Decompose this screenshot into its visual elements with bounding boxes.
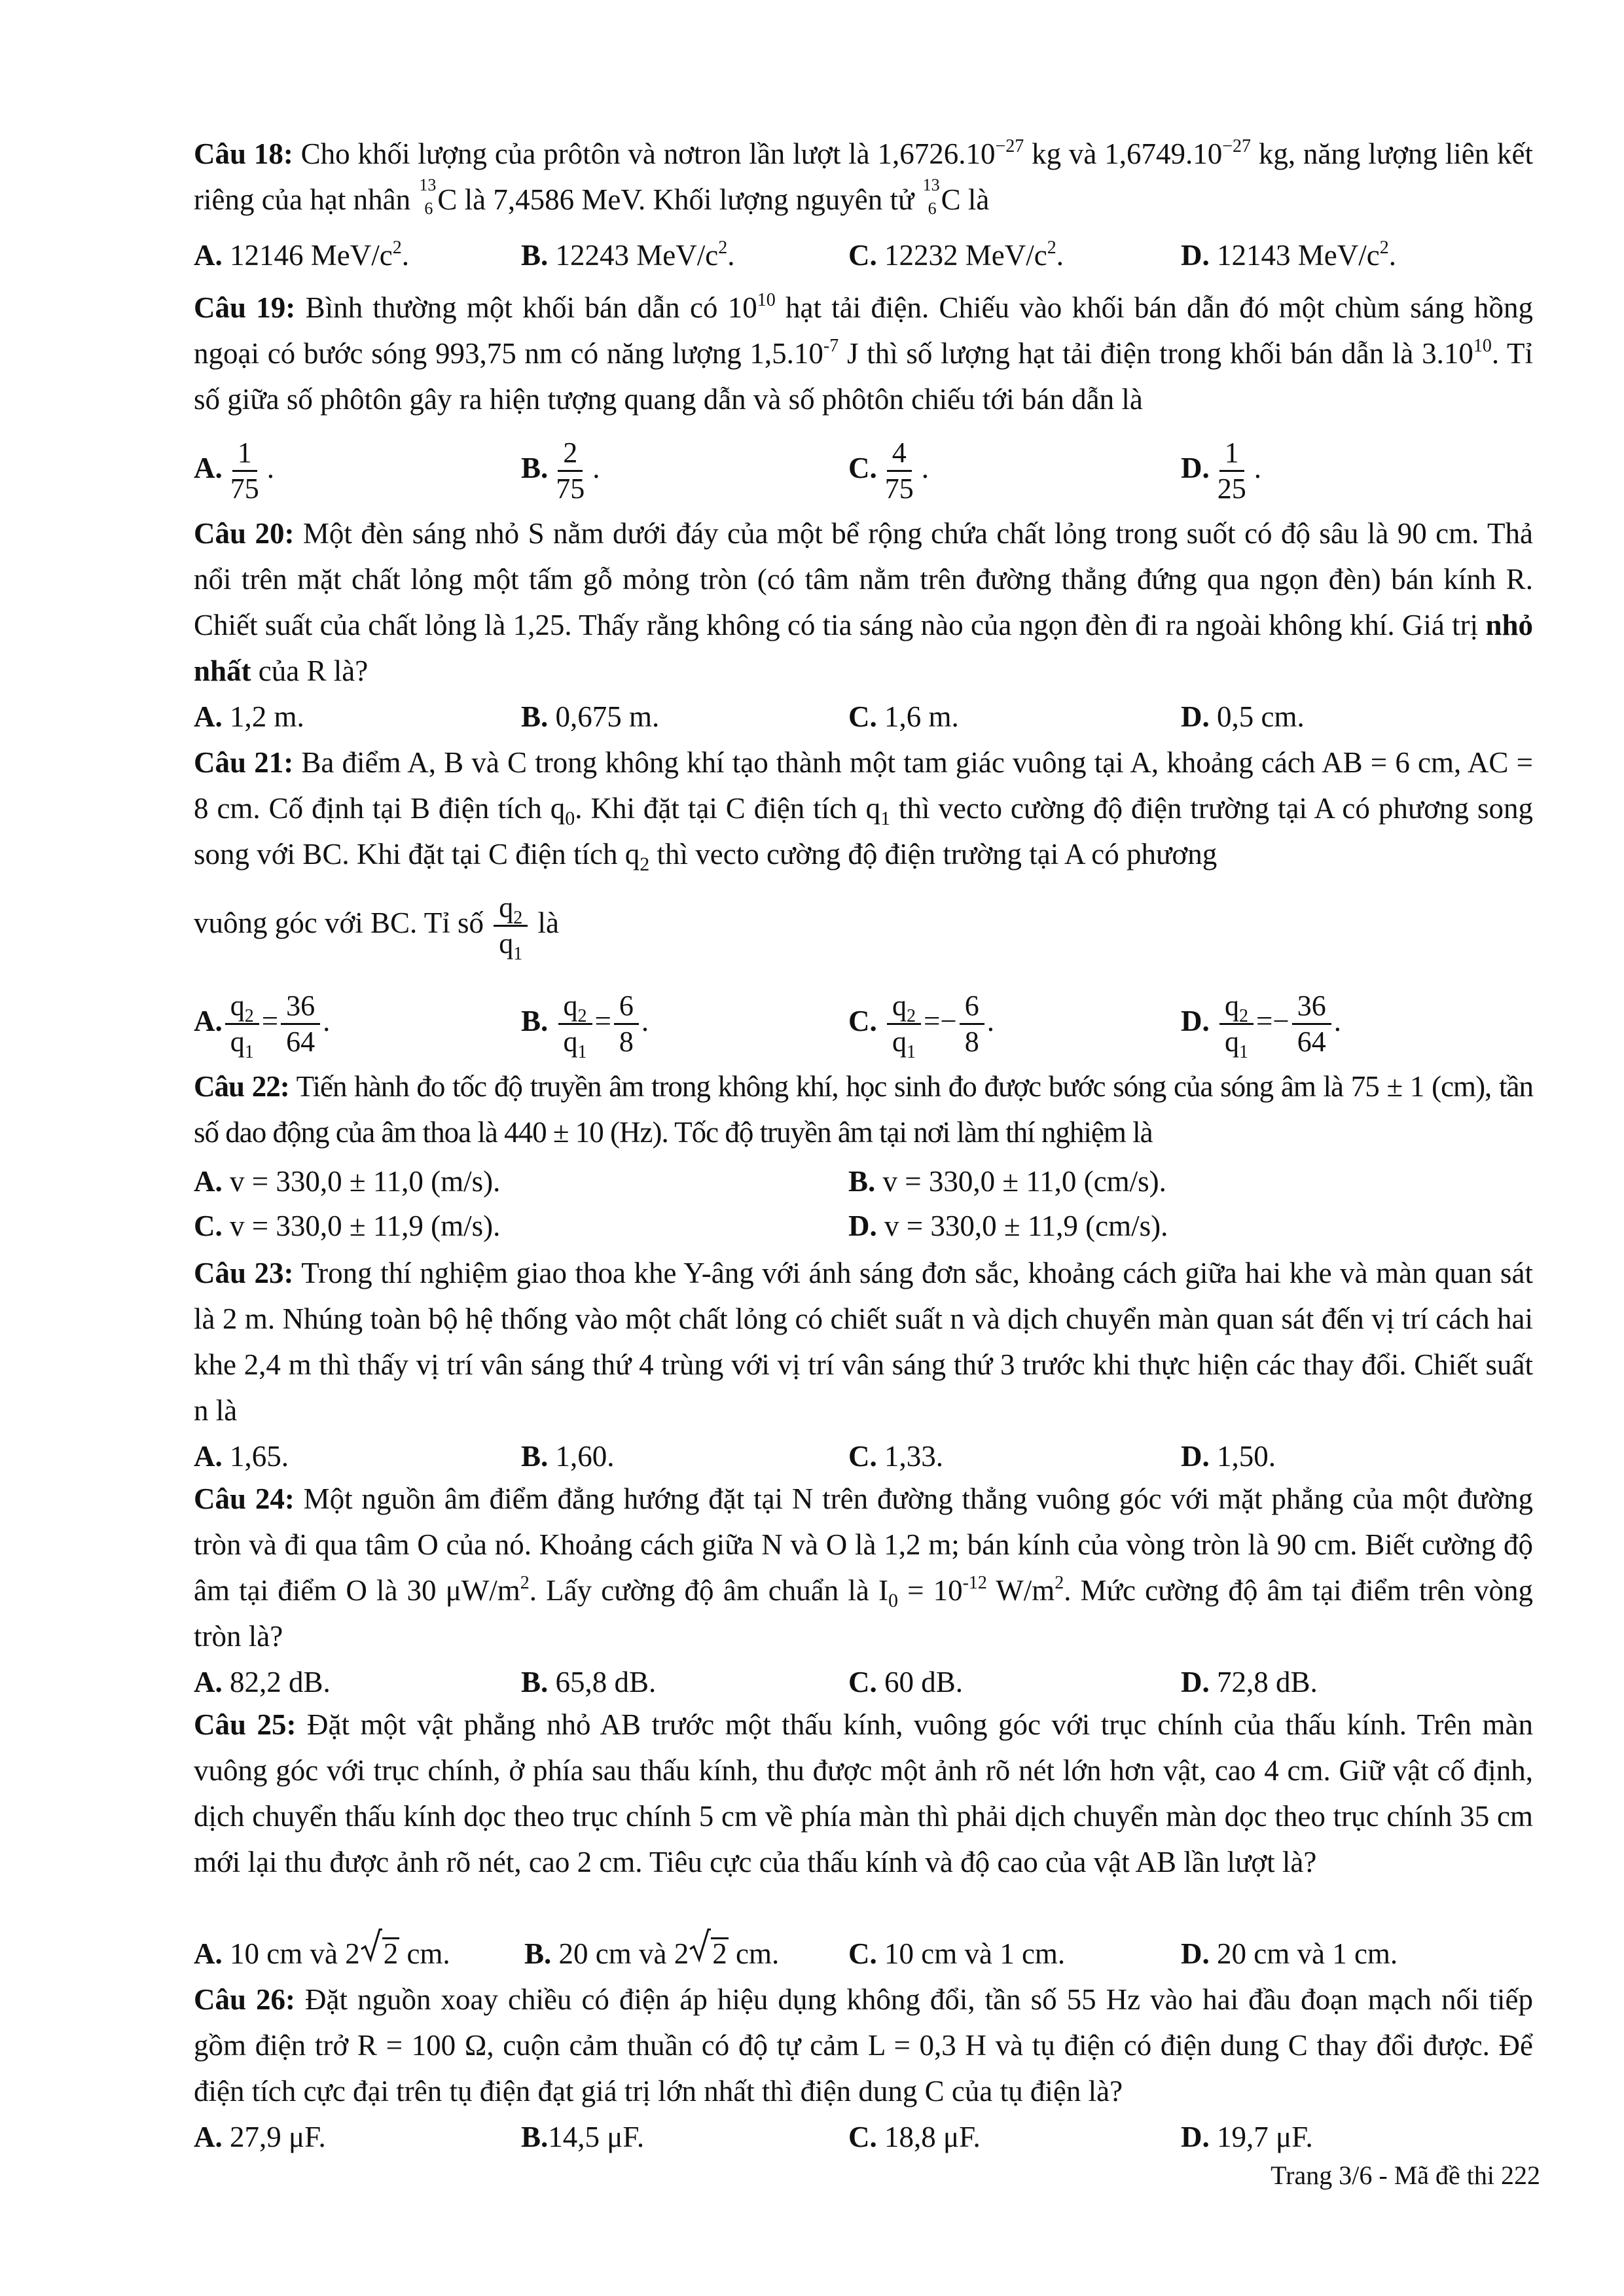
option-c: C. $\frac{q_2}{q_1}$ =− $\frac{6}{8}$ . bbox=[848, 990, 995, 1062]
option-b: B. v = 330,0 ± 11,0 (cm/s). bbox=[848, 1165, 1166, 1198]
options-24 bbox=[194, 1659, 1533, 1705]
question-18: Câu 18: Cho khối lượng của prôtôn và nơtron lần lượt là $1,6726.10^{-27}$ kg và $1,6749.10^{-27}$ kg, năng lượng liên kết riêng của hạt nhân 13 6 C là 7,4586 MeV. Khối lượng nguyên tử 13 6 C là bbox=[194, 136, 1533, 218]
option-b: B. 20 cm và 2 2 cm. bbox=[524, 1931, 779, 1977]
option-b: B. $\frac{2}{75}$ . bbox=[521, 437, 600, 505]
option-d: D. 72,8 dB. bbox=[1181, 1666, 1318, 1698]
question-label: Câu 18: bbox=[194, 137, 293, 170]
option-c: C. v = 330,0 ± 11,9 (m/s). bbox=[194, 1210, 501, 1242]
options-21 bbox=[194, 982, 1533, 1060]
option-c: C. 60 dB. bbox=[848, 1666, 964, 1698]
options-25 bbox=[194, 1931, 1533, 1977]
option-d: D. 12143 MeV/$c^2$. bbox=[1181, 238, 1396, 272]
option-d: D. $\frac{1}{25}$ . bbox=[1181, 437, 1261, 505]
option-d: D. 1,50. bbox=[1181, 1440, 1276, 1473]
option-d: D. $\frac{q_2}{q_1}$ =− $\frac{36}{64}$ . bbox=[1181, 990, 1342, 1062]
option-a: A. 10 cm và 2 2 cm. bbox=[194, 1931, 450, 1977]
options-22-row1 bbox=[194, 1158, 1533, 1204]
options-19 bbox=[194, 432, 1533, 504]
question-21-ratio-line: vuông góc với BC. Tỉ số $\frac{q_2}{q_1}$ là bbox=[194, 891, 559, 964]
option-b: B. 12243 MeV/$c^2$. bbox=[521, 238, 735, 272]
option-a: A. 1,2 m. bbox=[194, 700, 304, 733]
question-20: Câu 20: Một đèn sáng nhỏ S nằm dưới đáy của một bể rộng chứa chất lỏng trong suốt có độ sâu là 90 cm. Thả nổi trên mặt chất lỏng một tấm gỗ mỏng tròn (có tâm nằm trên đường thẳng đứng qua ngọn đèn) bán kính R. Chiết suất của chất lỏng là 1,25. Thấy rằng không có tia sáng nào của ngọn đèn đi ra ngoài không khí. Giá trị nhỏ nhất của R là? bbox=[194, 517, 1533, 687]
isotope-c13: 13 6 bbox=[419, 175, 437, 218]
option-a: A. 12146 MeV/$c^2$. bbox=[194, 238, 409, 272]
option-c: C. 1,33. bbox=[848, 1440, 943, 1473]
option-c: C. 18,8 μF. bbox=[848, 2121, 981, 2153]
page-footer: Trang 3/6 - Mã đề thi 222 bbox=[1271, 2161, 1540, 2190]
options-23 bbox=[194, 1433, 1533, 1479]
option-a: A. v = 330,0 ± 11,0 (m/s). bbox=[194, 1165, 501, 1198]
option-b: B. 1,60. bbox=[521, 1440, 615, 1473]
sqrt-symbol: 2 bbox=[360, 1931, 400, 1977]
option-d: D. 0,5 cm. bbox=[1181, 700, 1305, 733]
isotope-c13: 13 6 bbox=[922, 175, 940, 218]
option-b: B. 65,8 dB. bbox=[521, 1666, 657, 1698]
options-26 bbox=[194, 2114, 1533, 2160]
option-c: C. 12232 MeV/$c^2$. bbox=[848, 238, 1064, 272]
option-d: D. 19,7 μF. bbox=[1181, 2121, 1313, 2153]
option-b: B.14,5 μF. bbox=[521, 2121, 645, 2153]
question-label: Câu 19: bbox=[194, 291, 296, 324]
option-c: C. 1,6 m. bbox=[848, 700, 959, 733]
options-20 bbox=[194, 694, 1533, 740]
question-label: Câu 24: bbox=[194, 1482, 295, 1515]
question-label: Câu 22: bbox=[194, 1070, 289, 1103]
question-label: Câu 23: bbox=[194, 1257, 294, 1289]
option-a: A. 1,65. bbox=[194, 1440, 289, 1473]
question-label: Câu 21: bbox=[194, 746, 294, 779]
question-label: Câu 25: bbox=[194, 1708, 297, 1741]
question-label: Câu 26: bbox=[194, 1983, 296, 2016]
question-19: Câu 19: Bình thường một khối bán dẫn có $10^{10}$ hạt tải điện. Chiếu vào khối bán dẫn đó một chùm sáng hồng ngoại có bước sóng 993,75 nm có năng lượng $1,5.10^{-7}$ J thì số lượng hạt tải điện trong khối bán dẫn là 3.10$^{10}$. Tỉ số giữa số phôtôn gây ra hiện tượng quang dẫn và số phôtôn chiếu tới bán dẫn là bbox=[194, 290, 1534, 416]
option-b: B. $\frac{q_2}{q_1}$ = $\frac{6}{8}$ . bbox=[521, 990, 649, 1062]
option-a: A. 27,9 μF. bbox=[194, 2121, 326, 2153]
option-b: B. 0,675 m. bbox=[521, 700, 660, 733]
option-a: A. $\frac{1}{75}$ . bbox=[194, 437, 274, 505]
sqrt-symbol: 2 bbox=[689, 1931, 729, 1977]
question-23: Câu 23: Trong thí nghiệm giao thoa khe Y-âng với ánh sáng đơn sắc, khoảng cách giữa hai khe và màn quan sát là 2 m. Nhúng toàn bộ hệ thống vào một chất lỏng có chiết suất n và dịch chuyển màn quan sát đến vị trí cách hai khe 2,4 m thì thấy vị trí vân sáng thứ 4 trùng với vị trí vân sáng thứ 3 trước khi thực hiện các thay đổi. Chiết suất n là bbox=[194, 1257, 1533, 1427]
question-22: Câu 22: Tiến hành đo tốc độ truyền âm trong không khí, học sinh đo được bước sóng của sóng âm là 75 ± 1 (cm), tần số dao động của âm thoa là 440 ± 10 (Hz). Tốc độ truyền âm tại nơi làm thí nghiệm là bbox=[194, 1070, 1533, 1149]
options-18 bbox=[194, 232, 1533, 278]
option-a: A. $\frac{q_2}{q_1}$ = $\frac{36}{64}$ . bbox=[194, 990, 331, 1062]
question-25: Câu 25: Đặt một vật phẳng nhỏ AB trước một thấu kính, vuông góc với trục chính của thấu kính. Trên màn vuông góc với trục chính, ở phía sau thấu kính, thu được một ảnh rõ nét lớn hơn vật, cao 4 cm. Giữ vật cố định, dịch chuyển thấu kính dọc theo trục chính 5 cm về phía màn thì phải dịch chuyển màn dọc theo trục chính 35 cm mới lại thu được ảnh rõ nét, cao 2 cm. Tiêu cực của thấu kính và độ cao của vật AB lần lượt là? bbox=[194, 1708, 1534, 1878]
option-a: A. 82,2 dB. bbox=[194, 1666, 331, 1698]
option-c: C. 10 cm và 1 cm. bbox=[848, 1937, 1066, 1970]
question-26: Câu 26: Đặt nguồn xoay chiều có điện áp hiệu dụng không đổi, tần số 55 Hz vào hai đầu đoạn mạch nối tiếp gồm điện trở R = 100 Ω, cuộn cảm thuần có độ tự cảm L = 0,3 H và tụ điện có điện dung C thay đổi được. Để điện tích cực đại trên tụ điện đạt giá trị lớn nhất thì điện dung C của tụ điện là? bbox=[194, 1983, 1534, 2108]
question-21: Câu 21: Ba điểm A, B và C trong không khí tạo thành một tam giác vuông tại A, khoảng cách AB = 6 cm, AC = 8 cm. Cố định tại B điện tích $q_0$. Khi đặt tại C điện tích $q_1$ thì vecto cường độ điện trường tại A có phương song song với BC. Khi đặt tại C điện tích $q_2$ thì vecto cường độ điện trường tại A có phương bbox=[194, 746, 1533, 875]
option-d: D. v = 330,0 ± 11,9 (cm/s). bbox=[848, 1210, 1168, 1242]
option-c: C. $\frac{4}{75}$ . bbox=[848, 437, 929, 505]
question-24: Câu 24: Một nguồn âm điểm đẳng hướng đặt tại N trên đường thẳng vuông góc với mặt phẳng của một đường tròn và đi qua tâm O của nó. Khoảng cách giữa N và O là 1,2 m; bán kính của vòng tròn là 90 cm. Biết cường độ âm tại điểm O là 30 $\mu W/m^2$. Lấy cường độ âm chuẩn là $I_0 = 10^{-12}$ $W/m^2$. Mức cường độ âm tại điểm trên vòng tròn là? bbox=[194, 1482, 1533, 1653]
option-d: D. 20 cm và 1 cm. bbox=[1181, 1937, 1398, 1970]
options-22-row2 bbox=[194, 1203, 1533, 1249]
question-label: Câu 20: bbox=[194, 517, 295, 550]
